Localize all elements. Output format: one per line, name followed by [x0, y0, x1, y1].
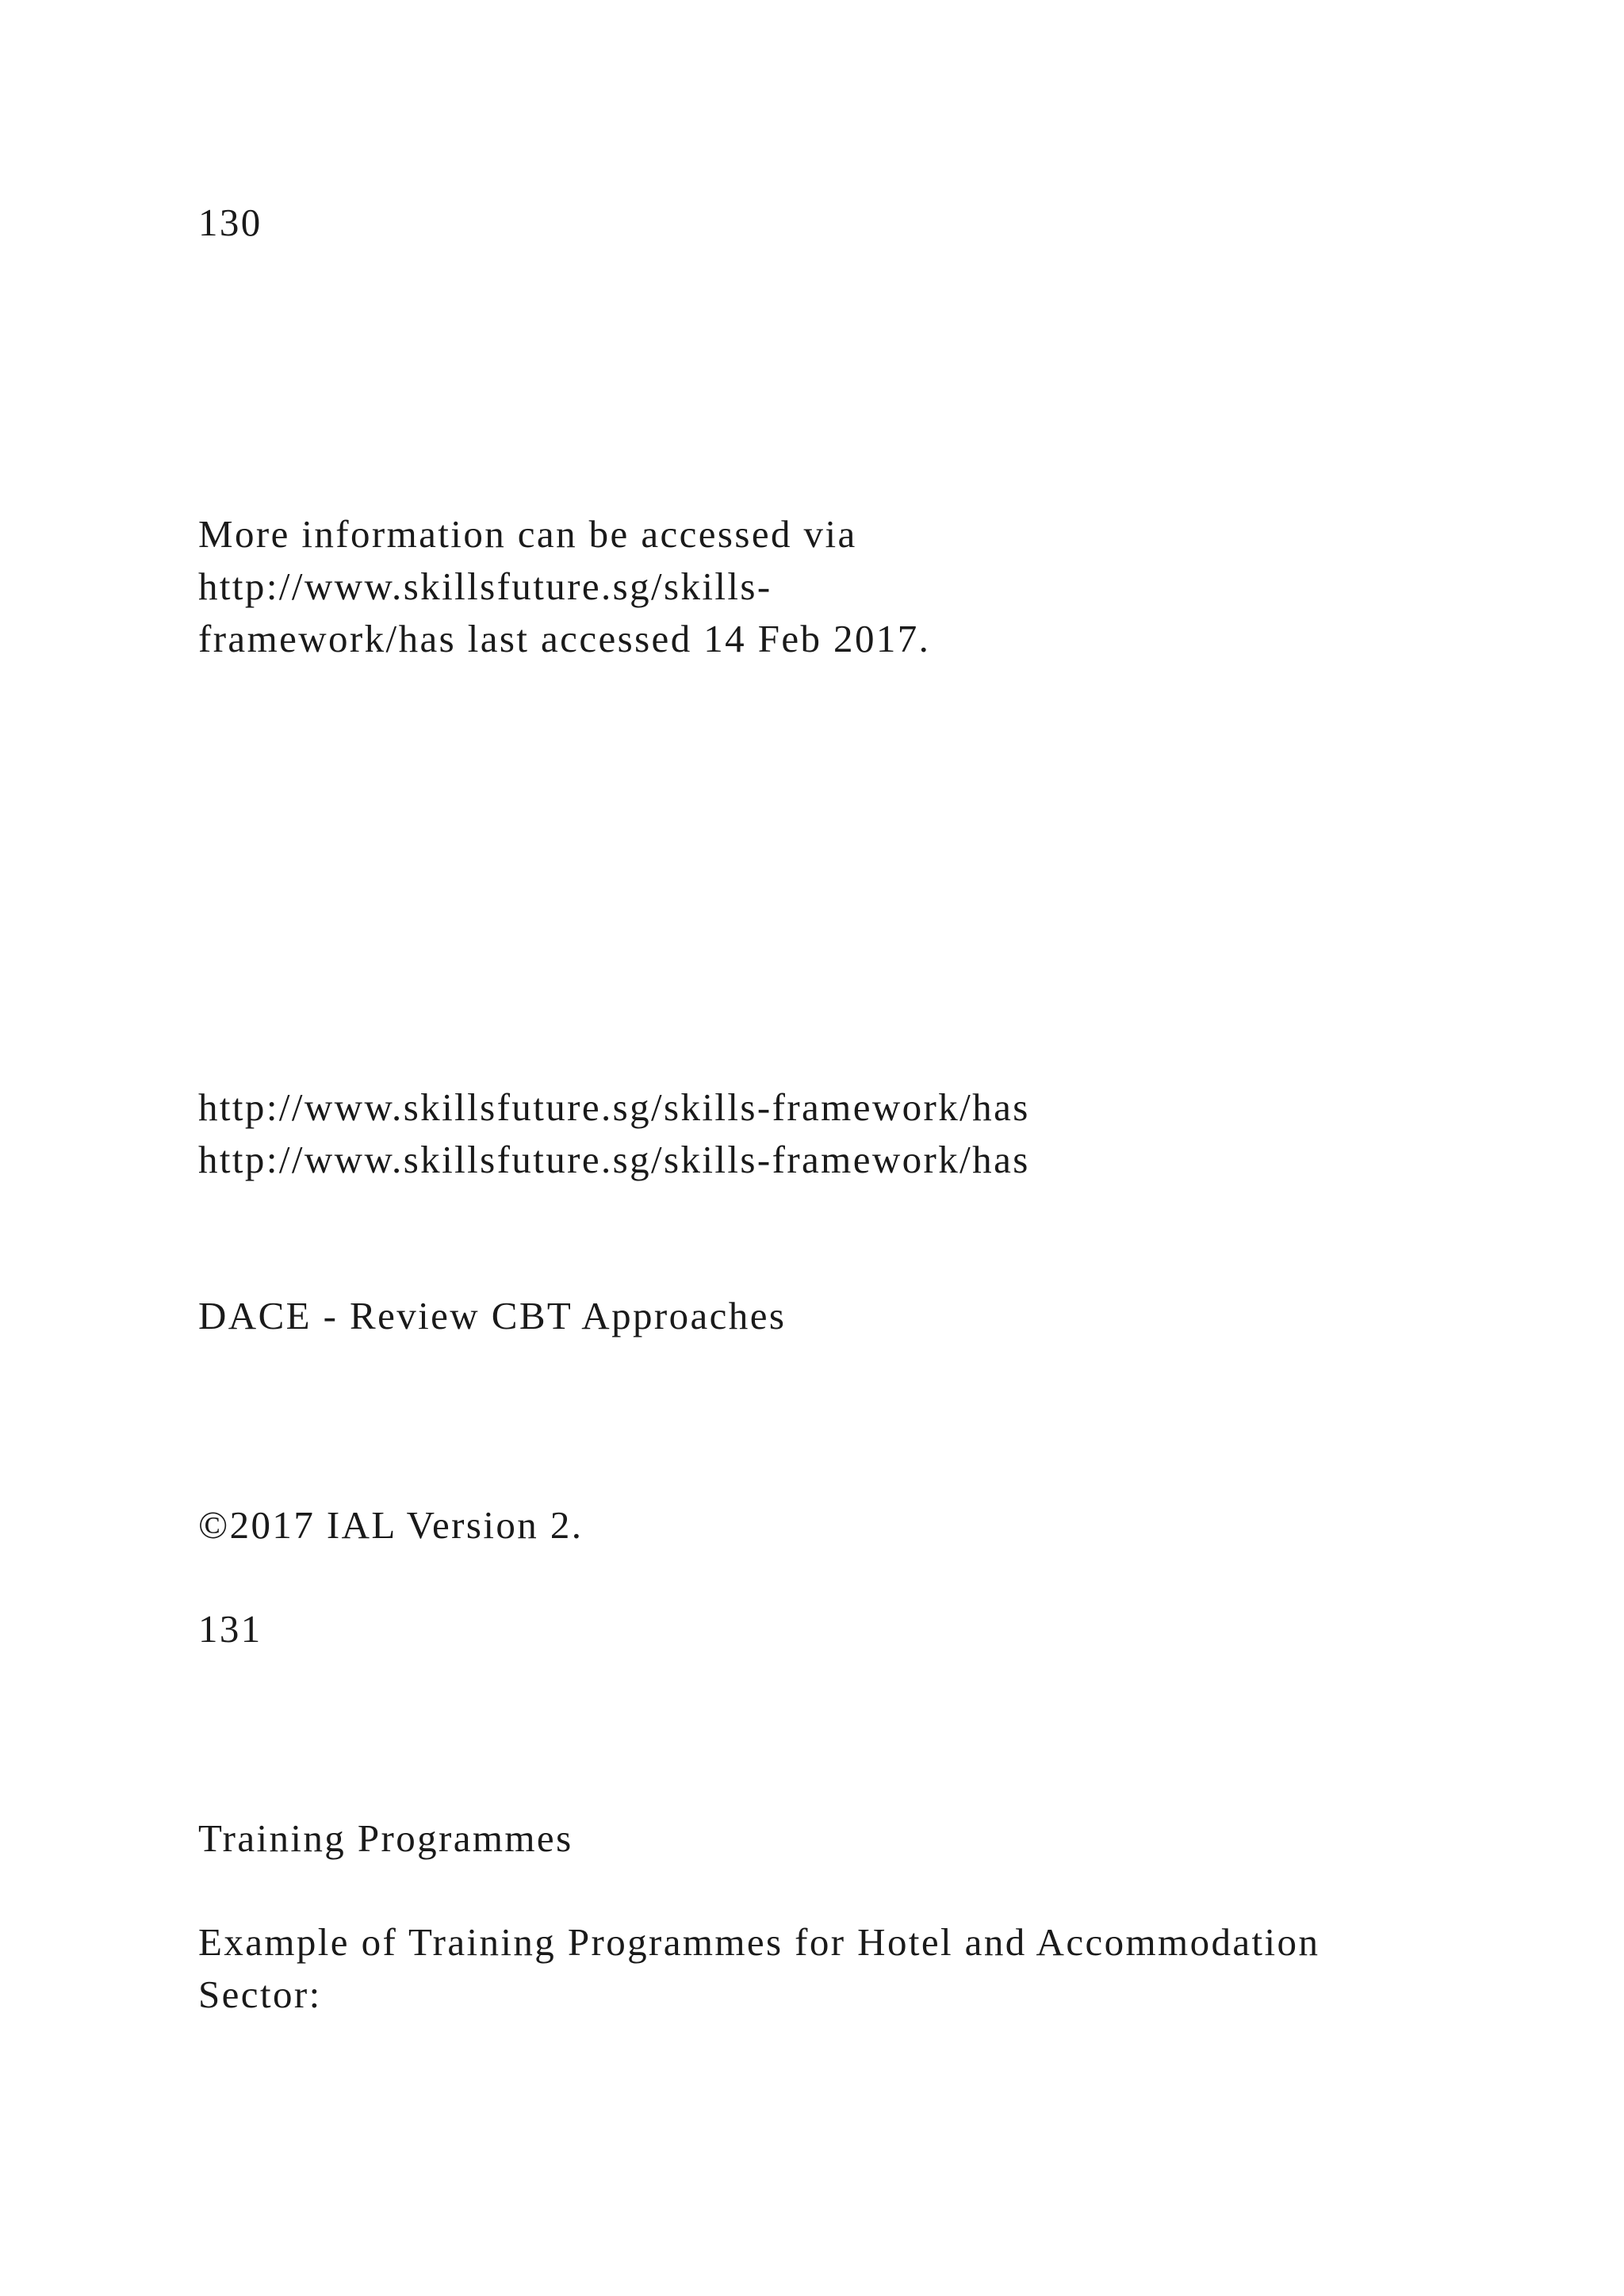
- info-line-3: framework/has last accessed 14 Feb 2017.: [198, 617, 931, 660]
- copyright-notice: ©2017 IAL Version 2.: [198, 1503, 584, 1547]
- page-number-bottom: 131: [198, 1607, 262, 1651]
- info-line-2: http://www.skillsfuture.sg/skills-: [198, 564, 772, 608]
- link-url[interactable]: http://www.skillsfuture.sg/skills-framework/has: [198, 1085, 1030, 1129]
- page-number-top: 130: [198, 201, 262, 244]
- footer-title: DACE - Review CBT Approaches: [198, 1294, 787, 1337]
- section-intro-line-1: Example of Training Programmes for Hotel and Accommodation: [198, 1920, 1320, 1964]
- link-url[interactable]: http://www.skillsfuture.sg/skills-framework/has: [198, 1138, 1030, 1181]
- section-intro-line-2: Sector:: [198, 1973, 322, 2016]
- section-heading: Training Programmes: [198, 1816, 573, 1860]
- info-line-1: More information can be accessed via: [198, 512, 857, 556]
